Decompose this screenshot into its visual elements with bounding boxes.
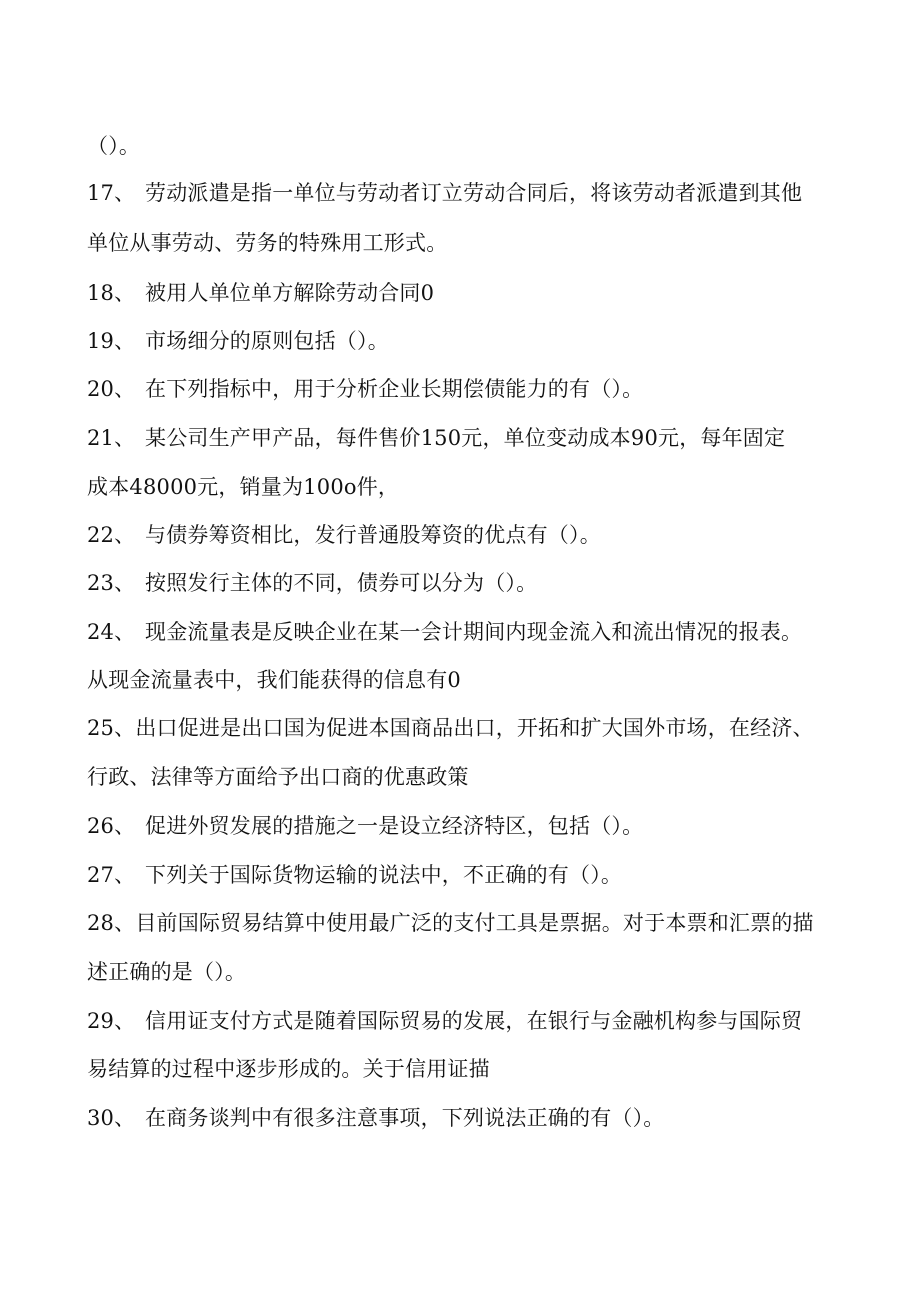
text-line xyxy=(87,474,399,500)
question-18 xyxy=(87,280,434,306)
question-number: 30、 xyxy=(87,1106,136,1130)
question-30 xyxy=(87,1105,665,1131)
question-number: 27、 xyxy=(87,863,136,887)
question-21 xyxy=(87,425,785,451)
question-text: 与债券筹资相比，发行普通股筹资的优点有（）。 xyxy=(145,523,601,547)
question-text: 被用人单位单方解除劳动合同0 xyxy=(145,281,435,305)
line-text: 易结算的过程中逐步形成的。关于信用证描 xyxy=(87,1057,490,1081)
question-text: 出口促进是出口国为促进本国商品出口，开拓和扩大国外市场，在经济、 xyxy=(135,716,814,740)
text-line xyxy=(87,959,246,985)
question-17 xyxy=(87,180,802,206)
question-number: 28、 xyxy=(87,911,136,935)
question-text: 某公司生产甲产品，每件售价150元，单位变动成本90元，每年固定 xyxy=(145,426,786,450)
question-number: 25、 xyxy=(87,716,136,740)
question-text: 目前国际贸易结算中使用最广泛的支付工具是票据。对于本票和汇票的描 xyxy=(135,911,814,935)
question-29 xyxy=(87,1008,802,1034)
line-text: 成本48000元，销量为100o件， xyxy=(87,475,400,499)
question-text: 市场细分的原则包括（）。 xyxy=(145,329,389,353)
line-text: 行政、法律等方面给予出口商的优惠政策 xyxy=(87,765,469,789)
question-26 xyxy=(87,813,643,839)
text-line xyxy=(87,667,461,693)
question-number: 26、 xyxy=(87,814,136,838)
text-line xyxy=(87,1056,490,1082)
line-text: 单位从事劳动、劳务的特殊用工形式。 xyxy=(87,231,448,255)
question-20 xyxy=(87,376,643,402)
question-number: 29、 xyxy=(87,1009,136,1033)
line-text: （）。 xyxy=(87,134,141,158)
question-25 xyxy=(87,715,814,741)
question-number: 24、 xyxy=(87,620,136,644)
question-text: 下列关于国际货物运输的说法中，不正确的有（）。 xyxy=(145,863,623,887)
question-text: 在下列指标中，用于分析企业长期偿债能力的有（）。 xyxy=(145,377,644,401)
question-text: 按照发行主体的不同，债券可以分为（）。 xyxy=(145,571,538,595)
question-22 xyxy=(87,522,601,548)
question-text: 信用证支付方式是随着国际贸易的发展，在银行与金融机构参与国际贸 xyxy=(145,1009,803,1033)
question-27 xyxy=(87,862,622,888)
text-line xyxy=(87,764,469,790)
question-number: 23、 xyxy=(87,571,136,595)
text-line xyxy=(87,230,447,256)
question-number: 21、 xyxy=(87,426,136,450)
line-text: 从现金流量表中，我们能获得的信息有0 xyxy=(87,668,461,692)
question-24 xyxy=(87,619,802,645)
line-text: 述正确的是（）。 xyxy=(87,960,247,984)
question-number: 18、 xyxy=(87,281,136,305)
question-text: 在商务谈判中有很多注意事项，下列说法正确的有（）。 xyxy=(145,1106,665,1130)
question-text: 促进外贸发展的措施之一是设立经济特区，包括（）。 xyxy=(145,814,644,838)
question-number: 17、 xyxy=(87,181,136,205)
question-number: 20、 xyxy=(87,377,136,401)
text-line xyxy=(87,133,140,159)
question-number: 22、 xyxy=(87,523,136,547)
question-text: 现金流量表是反映企业在某一会计期间内现金流入和流出情况的报表。 xyxy=(145,620,803,644)
question-28 xyxy=(87,910,814,936)
question-number: 19、 xyxy=(87,329,136,353)
question-23 xyxy=(87,570,537,596)
question-19 xyxy=(87,328,389,354)
question-text: 劳动派遣是指一单位与劳动者订立劳动合同后，将该劳动者派遣到其他 xyxy=(145,181,803,205)
